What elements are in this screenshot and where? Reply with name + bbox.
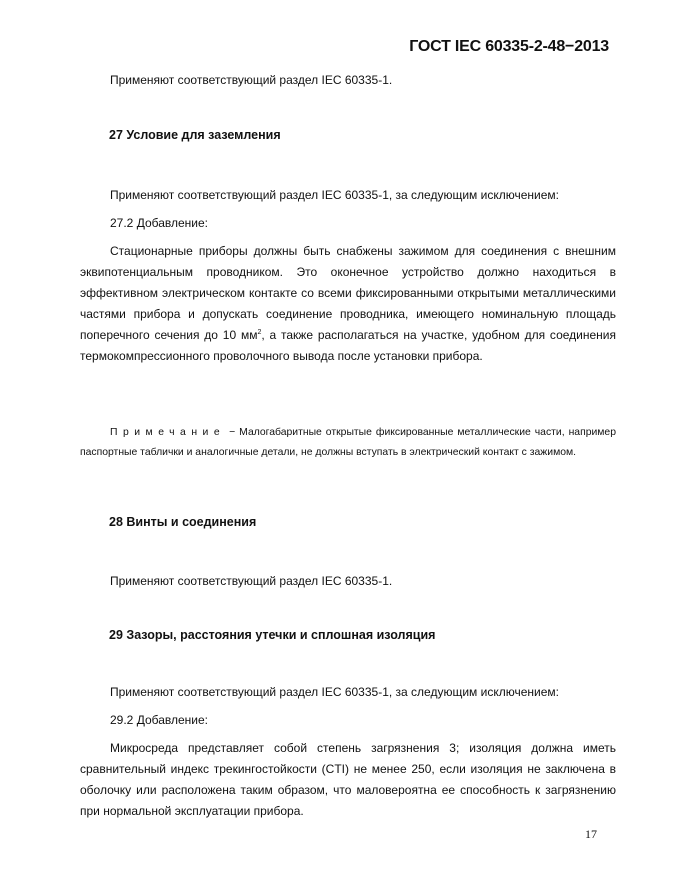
standard-header: ГОСТ IEC 60335-2-48−2013 [409, 38, 609, 55]
paragraph-29-applies: Применяют соответствующий раздел IEC 60335-1, за следующим исключением: [110, 685, 559, 699]
note-text: Малогабаритные открытые фиксированные металлические части, например паспортные таблички и аналогичные детали, не должны вступать в электрический контакт с зажимом. [80, 427, 616, 458]
paragraph-27-2-main: Стационарные приборы должны быть снабжены зажимом для соединения с внешним эквипотенциальным проводником. Это оконечное устройство должно находиться в эффективном электрическом контакте со всеми фиксированными открытыми металлическими частями прибора и допускать соединение проводника, имеющего номинальную площадь поперечного сечения до 10 мм [80, 244, 616, 342]
section-heading-27: 27 Условие для заземления [109, 128, 281, 142]
paragraph-29-2-text: Микросреда представляет собой степень загрязнения 3; изоляция должна иметь сравнительный индекс трекингостойкости (CTI) не менее 250, если изоляция не заключена в оболочку или расположена таким образом, что маловероятна ее способность к загрязнению при нормальной эксплуатации прибора. [80, 741, 616, 818]
paragraph-27-2-tail: , а также располагаться на участке, удобном для соединения термокомпрессионного проволочного вывода после установки прибора. [80, 328, 616, 363]
note-dash: − [225, 427, 240, 438]
paragraph-28-applies: Применяют соответствующий раздел IEC 60335-1. [110, 574, 393, 588]
page-number: 17 [585, 827, 597, 841]
paragraph-27-applies: Применяют соответствующий раздел IEC 60335-1, за следующим исключением: [110, 188, 559, 202]
superscript-squared: 2 [257, 329, 262, 336]
paragraph-27-2-text [80, 241, 616, 367]
section-heading-28: 28 Винты и соединения [109, 515, 257, 529]
note-lead: Примечание [110, 427, 226, 438]
paragraph-applies-intro: Применяют соответствующий раздел IEC 60335-1. [110, 73, 393, 87]
paragraph-29-2-addition: 29.2 Добавление: [110, 713, 209, 727]
paragraph-27-2-addition: 27.2 Добавление: [110, 216, 209, 230]
note-block [80, 423, 616, 463]
section-heading-29: 29 Зазоры, расстояния утечки и сплошная изоляция [109, 628, 436, 642]
